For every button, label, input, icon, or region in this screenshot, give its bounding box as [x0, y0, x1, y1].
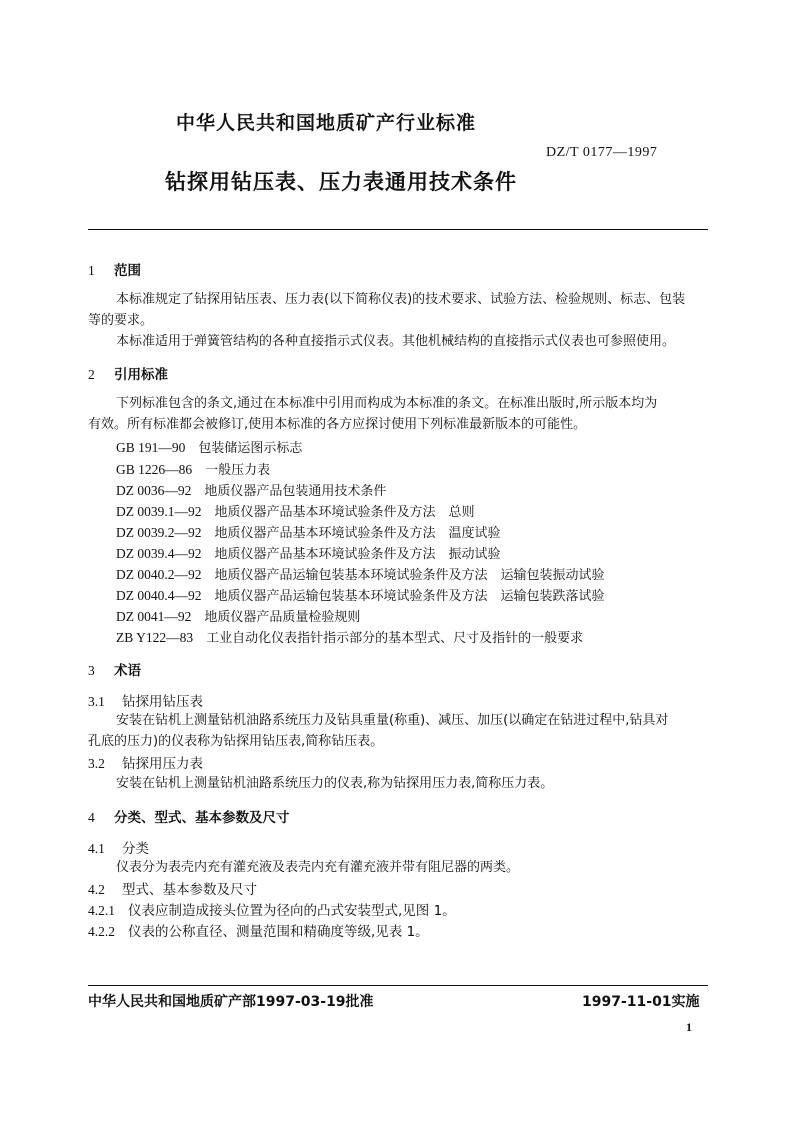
paragraph: 安装在钻机上测量钻机油路系统压力的仪表,称为钻探用压力表,简称压力表。 — [116, 776, 554, 791]
reference-item — [116, 437, 302, 456]
subsection-4-2-heading — [88, 878, 257, 898]
clause-4-2-1 — [88, 899, 456, 919]
section-2-heading — [88, 363, 168, 383]
reference-item — [116, 543, 501, 562]
reference-item — [116, 585, 605, 604]
subsection-3-1-heading — [88, 690, 203, 710]
clause-number: 4.2.1 — [88, 903, 115, 918]
reference-title: 包装储运图示标志 — [198, 441, 303, 456]
subsection-3-2-heading — [88, 752, 203, 772]
subsection-title: 型式、基本参数及尺寸 — [122, 882, 257, 898]
reference-title: 地质仪器产品包装通用技术条件 — [204, 484, 387, 499]
section-number: 4 — [88, 810, 95, 825]
clause-number: 4.2.2 — [88, 924, 115, 939]
approval-line: 中华人民共和国地质矿产部1997-03-19批准 — [88, 994, 374, 1010]
paragraph: 下列标准包含的条文,通过在本标准中引用而构成为本标准的条文。在标准出版时,所示版本均为 — [116, 396, 658, 411]
subsection-number: 4.1 — [88, 841, 105, 856]
clause-text: 仪表应制造成接头位置为径向的凸式安装型式,见图 1。 — [128, 903, 456, 919]
paragraph: 安装在钻机上测量钻机油路系统压力及钻具重量(称重)、减压、加压(以确定在钻进过程中,钻具对 — [116, 713, 669, 728]
page-number: 1 — [686, 1020, 692, 1034]
paragraph: 本标准适用于弹簧管结构的各种直接指示式仪表。其他机械结构的直接指示式仪表也可参照使用。 — [116, 334, 676, 349]
subsection-number: 3.1 — [88, 694, 105, 709]
reference-item — [116, 501, 475, 520]
section-number: 1 — [88, 263, 95, 278]
reference-item — [116, 606, 360, 625]
paragraph: 孔底的压力)的仪表称为钻探用钻压表,简称钻压表。 — [88, 734, 384, 749]
org-line: 中华人民共和国地质矿产行业标准 — [176, 112, 477, 134]
reference-code: DZ 0039.4—92 — [116, 546, 202, 561]
standard-code: DZ/T 0177—1997 — [546, 145, 658, 160]
subsection-title: 分类 — [122, 841, 149, 857]
paragraph: 本标准规定了钻探用钻压表、压力表(以下简称仪表)的技术要求、试验方法、检验规则、标志、包装 — [116, 292, 686, 307]
section-number: 3 — [88, 663, 95, 678]
section-title: 引用标准 — [114, 367, 168, 383]
section-title: 术语 — [114, 663, 141, 679]
reference-code: GB 191—90 — [116, 440, 186, 455]
clause-text: 仪表的公称直径、测量范围和精确度等级,见表 1。 — [128, 924, 429, 940]
reference-code: DZ 0041—92 — [116, 609, 192, 624]
reference-item — [116, 459, 270, 478]
reference-item — [116, 522, 501, 541]
reference-title: 地质仪器产品基本环境试验条件及方法 温度试验 — [214, 526, 501, 541]
reference-item — [116, 564, 605, 583]
subsection-number: 4.2 — [88, 882, 105, 897]
subsection-number: 3.2 — [88, 756, 105, 771]
header-rule — [88, 229, 708, 230]
section-1-heading — [88, 259, 141, 279]
section-title: 分类、型式、基本参数及尺寸 — [114, 810, 290, 826]
clause-4-2-2 — [88, 920, 429, 940]
paragraph: 等的要求。 — [88, 313, 154, 328]
section-3-heading — [88, 659, 141, 679]
reference-item — [116, 480, 386, 499]
subsection-4-1-heading — [88, 837, 149, 857]
section-number: 2 — [88, 367, 95, 382]
reference-code: GB 1226—86 — [116, 462, 193, 477]
paragraph: 有效。所有标准都会被修订,使用本标准的各方应探讨使用下列标准最新版本的可能性。 — [88, 417, 587, 432]
reference-code: ZB Y122—83 — [116, 630, 194, 645]
reference-title: 一般压力表 — [205, 463, 271, 478]
section-title: 范围 — [114, 263, 141, 279]
section-4-heading — [88, 806, 290, 826]
reference-item — [116, 627, 583, 646]
reference-code: DZ 0040.2—92 — [116, 567, 202, 582]
reference-code: DZ 0040.4—92 — [116, 588, 202, 603]
reference-code: DZ 0039.2—92 — [116, 525, 202, 540]
reference-title: 地质仪器产品质量检验规则 — [204, 610, 361, 625]
reference-title: 地质仪器产品基本环境试验条件及方法 总则 — [214, 505, 475, 520]
reference-code: DZ 0036—92 — [116, 483, 192, 498]
reference-title: 地质仪器产品运输包装基本环境试验条件及方法 运输包装振动试验 — [214, 568, 605, 583]
subsection-title: 钻探用压力表 — [122, 756, 203, 772]
document-title: 钻探用钻压表、压力表通用技术条件 — [165, 170, 517, 194]
reference-title: 地质仪器产品基本环境试验条件及方法 振动试验 — [214, 547, 501, 562]
effective-date: 1997-11-01实施 — [582, 994, 700, 1010]
subsection-title: 钻探用钻压表 — [122, 694, 203, 710]
reference-code: DZ 0039.1—92 — [116, 504, 202, 519]
reference-title: 地质仪器产品运输包装基本环境试验条件及方法 运输包装跌落试验 — [214, 589, 605, 604]
footer-rule — [88, 985, 708, 986]
paragraph: 仪表分为表壳内充有灌充液及表壳内充有灌充液并带有阻尼器的两类。 — [116, 860, 520, 875]
reference-title: 工业自动化仪表指针指示部分的基本型式、尺寸及指针的一般要求 — [206, 631, 584, 646]
